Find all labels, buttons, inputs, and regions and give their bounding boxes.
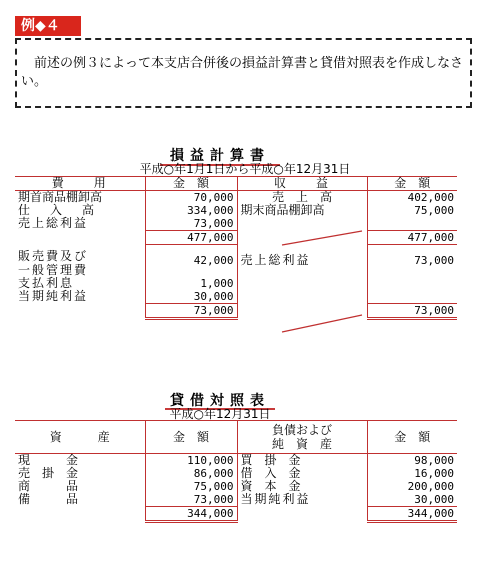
header-credit: 収 益 (237, 177, 367, 191)
debit-value: 70,000 (145, 191, 237, 205)
liability-value: 98,000 (414, 454, 454, 467)
liability-value: 30,000 (367, 493, 457, 507)
debit-label: 売上総利益 (15, 217, 145, 231)
debit-label-multiline (15, 245, 145, 277)
credit-empty (237, 290, 367, 304)
liability-label: 当期純利益 (237, 493, 367, 507)
total-spacer (15, 303, 145, 318)
credit-label: 売上総利益 (237, 245, 367, 277)
blank-strike-line (280, 312, 370, 336)
balance-sheet-title: 貸借対照表 (170, 393, 270, 409)
income-statement-title: 損益計算書 (170, 148, 270, 164)
total-spacer (15, 507, 145, 522)
asset-label: 商 品 (15, 480, 145, 493)
asset-value: 110,000 (145, 454, 237, 468)
liability-label: 買 掛 金 (237, 454, 367, 468)
debit-label: 期首商品棚卸高 (15, 191, 145, 205)
header-amount: 金 額 (145, 177, 237, 191)
debit-value: 73,000 (145, 217, 237, 231)
debit-label: 支払利息 (15, 277, 145, 290)
header-amount: 金 額 (145, 421, 237, 454)
asset-label: 売 掛 金 (15, 467, 145, 480)
total-credit: 477,000 (367, 231, 457, 245)
credit-empty (367, 277, 457, 290)
credit-empty (367, 290, 457, 304)
debit-label: 仕 入 高 (15, 204, 145, 217)
header-assets: 資 産 (15, 421, 145, 454)
income-statement-period: 平成○年1月1日から平成○年12月31日 (139, 162, 351, 176)
debit-value: 334,000 (145, 204, 237, 217)
asset-value: 86,000 (145, 467, 237, 480)
credit-empty (237, 277, 367, 290)
debit-label-line1: 販売費及び (18, 248, 89, 263)
total-debit: 73,000 (145, 303, 237, 318)
balance-sheet-table (15, 420, 457, 523)
credit-value: 402,000 (407, 191, 454, 204)
total-assets: 344,000 (145, 507, 237, 522)
asset-value: 73,000 (145, 493, 237, 507)
debit-label: 当期純利益 (15, 290, 145, 304)
header-debit: 費 用 (15, 177, 145, 191)
header-amount2: 金 額 (367, 421, 457, 454)
liability-value: 200,000 (407, 480, 454, 493)
debit-label-line2: 一般管理費 (18, 262, 89, 277)
income-statement-table (15, 176, 457, 320)
total-credit: 73,000 (367, 303, 457, 318)
total-liabilities: 344,000 (367, 507, 457, 522)
total-debit: 477,000 (145, 231, 237, 245)
liability-label: 借 入 金 (237, 467, 367, 480)
total-spacer (237, 507, 367, 522)
asset-label: 備 品 (15, 493, 145, 507)
credit-value: 75,000 (414, 204, 454, 217)
blank-strike-line (280, 225, 370, 255)
liability-label: 資 本 金 (237, 480, 367, 493)
header-liab-line2: 純 資 産 (271, 437, 332, 451)
example-label: 例◆４ (15, 16, 81, 36)
credit-value: 73,000 (414, 254, 454, 268)
balance-sheet-date: 平成○年12月31日 (169, 407, 271, 421)
header-amount2: 金 額 (367, 177, 457, 191)
asset-label: 現 金 (15, 454, 145, 468)
asset-value: 75,000 (145, 480, 237, 493)
debit-value: 1,000 (145, 277, 237, 290)
header-liab-line1: 負債および (271, 423, 332, 437)
problem-text: 前述の例３によって本支店合併後の損益計算書と貸借対照表を作成しなさい。 (21, 56, 464, 89)
total-spacer (15, 231, 145, 245)
credit-label: 期末商品棚卸高 (237, 204, 367, 217)
header-liabilities (237, 421, 367, 454)
liability-value: 16,000 (414, 467, 454, 480)
debit-value: 30,000 (145, 290, 237, 304)
credit-label: 売 上 高 (237, 191, 367, 205)
credit-empty (367, 217, 457, 231)
debit-value: 42,000 (145, 245, 237, 277)
